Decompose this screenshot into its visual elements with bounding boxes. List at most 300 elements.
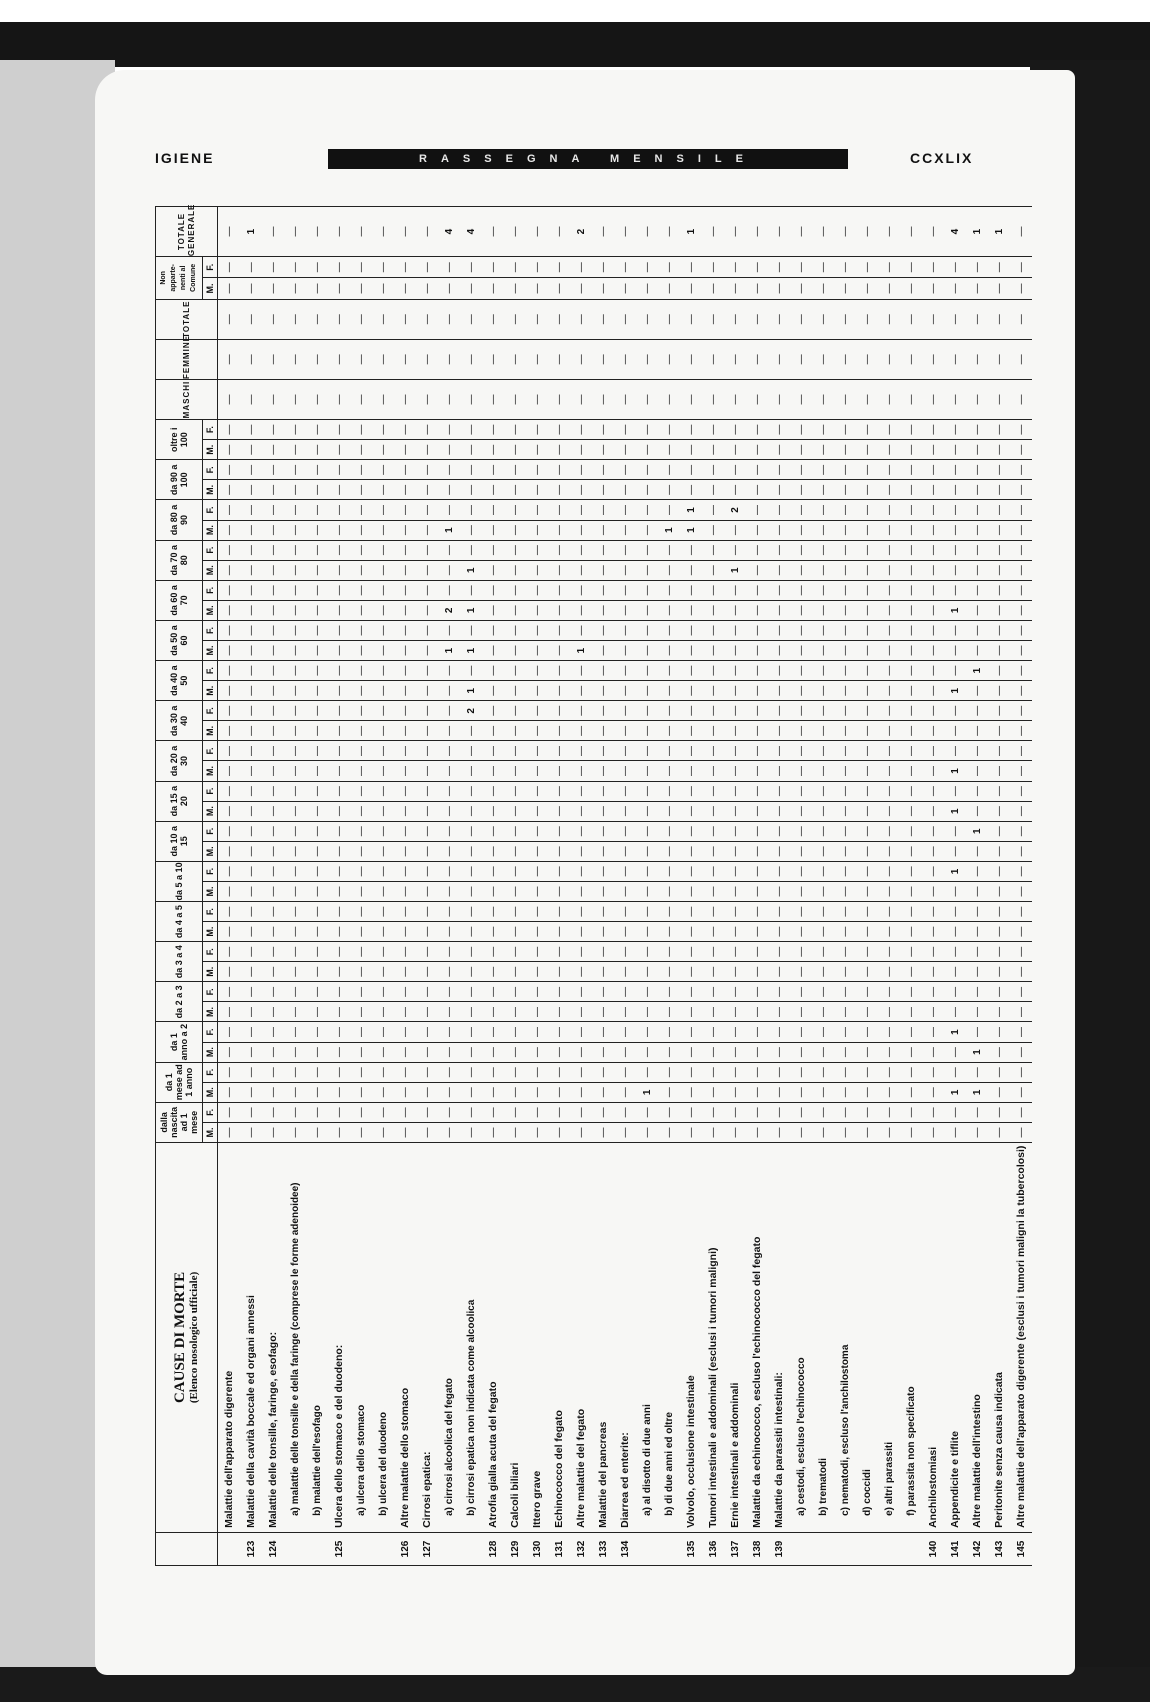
row-value: — [262,500,284,520]
row-value: — [790,500,812,520]
row-value: — [592,299,614,339]
row-value: — [768,339,790,379]
row-value: — [328,701,350,721]
row-value: — [394,1042,416,1062]
row-value: — [350,881,372,901]
row-value: — [350,500,372,520]
row-value: — [350,681,372,701]
row-value: — [922,620,944,640]
row-value: — [482,520,504,540]
row-value: — [724,1082,746,1102]
row-value: — [416,339,438,379]
row-value: — [460,580,482,600]
row-value: — [746,641,768,661]
row-value: — [856,922,878,942]
row-value: — [328,500,350,520]
row-value: — [240,781,262,801]
row-value: — [944,721,966,741]
row-value: — [988,741,1010,761]
row-value: — [284,580,306,600]
row-value: — [1010,701,1032,721]
row-value: — [262,781,284,801]
header-cause-column [156,1142,218,1532]
row-value: — [1010,1122,1032,1142]
row-value: — [284,741,306,761]
row-value: — [702,741,724,761]
row-value: — [658,600,680,620]
table-row [988,207,1010,1566]
row-value: — [614,821,636,841]
row-value: — [394,701,416,721]
row-value: — [790,480,812,500]
row-value: — [548,1022,570,1042]
row-value: — [812,861,834,881]
row-value: — [350,841,372,861]
row-value: — [966,721,988,741]
row-value: — [438,821,460,841]
row-value: — [240,1102,262,1122]
row-value: — [636,440,658,460]
row-value: 1 [944,681,966,701]
row-value: — [834,982,856,1002]
row-value: — [526,520,548,540]
row-value: — [372,440,394,460]
row-value: — [218,1002,241,1022]
row-value: — [328,620,350,640]
row-value: — [218,701,241,721]
row-value: — [834,741,856,761]
row-cause: Echinococco del fegato [548,1142,570,1532]
row-value: — [768,661,790,681]
row-value: — [570,942,592,962]
row-value: — [1010,379,1032,419]
row-value: — [460,480,482,500]
row-value: — [504,1082,526,1102]
row-value: — [482,841,504,861]
row-value: — [900,942,922,962]
table-row [966,207,988,1566]
row-value: — [592,207,614,257]
row-value: — [812,520,834,540]
row-cause: Malattie da parassiti intestinali: [768,1142,790,1532]
row-value: — [548,600,570,620]
row-value: — [218,1022,241,1042]
row-value: 1 [680,207,702,257]
row-value: — [988,641,1010,661]
header-sex-m: M. [203,681,218,701]
row-value: — [372,257,394,278]
row-value: — [526,821,548,841]
row-value: — [746,207,768,257]
row-value: — [746,257,768,278]
row-value: — [592,661,614,681]
row-value: — [438,962,460,982]
row-value: — [988,982,1010,1002]
row-value: — [284,379,306,419]
table-row [680,207,702,1566]
table-row [768,207,790,1566]
row-value: — [526,861,548,881]
row-value: — [878,922,900,942]
row-value: — [966,902,988,922]
row-value: — [350,982,372,1002]
row-value: — [350,1042,372,1062]
row-value: — [746,540,768,560]
row-value: — [834,339,856,379]
row-value: — [834,781,856,801]
row-value: — [614,500,636,520]
row-value: — [504,701,526,721]
row-value: — [218,801,241,821]
row-value: — [746,1102,768,1122]
row-value: — [944,420,966,440]
row-value: — [328,600,350,620]
row-value: — [394,681,416,701]
header-sex-m: M. [203,1002,218,1022]
row-number [878,1532,900,1565]
header-sex-f: F. [203,1062,218,1082]
row-value: — [218,620,241,640]
row-value: — [482,881,504,901]
row-value: — [592,278,614,299]
row-number [460,1532,482,1565]
row-value: — [834,1122,856,1142]
row-value: — [768,620,790,640]
row-value: — [658,741,680,761]
row-value: — [592,761,614,781]
row-value: — [570,821,592,841]
row-value: 1 [460,681,482,701]
row-value: — [570,1102,592,1122]
row-value: — [548,1002,570,1022]
row-cause: Calcoli biliari [504,1142,526,1532]
row-value: — [218,520,241,540]
row-value: — [812,420,834,440]
row-value: — [394,339,416,379]
row-value: — [790,962,812,982]
row-value: 1 [438,520,460,540]
row-value: — [284,721,306,741]
row-value: — [900,257,922,278]
row-value: — [856,1002,878,1022]
row-value: — [812,1122,834,1142]
row-value: — [262,841,284,861]
row-value: — [1010,721,1032,741]
row-value: — [570,500,592,520]
row-value: — [856,962,878,982]
row-value: — [636,821,658,841]
table-row [482,207,504,1566]
row-value: — [680,881,702,901]
row-value: — [284,861,306,881]
row-value: — [922,781,944,801]
row-value: — [724,257,746,278]
row-cause: b) trematodi [812,1142,834,1532]
row-value: — [262,1042,284,1062]
row-value: — [592,922,614,942]
row-value: — [878,721,900,741]
row-value: — [328,922,350,942]
row-value: 2 [438,600,460,620]
row-value: — [284,1082,306,1102]
row-value: — [988,942,1010,962]
row-value: — [460,922,482,942]
row-value: — [394,721,416,741]
row-value: — [878,1062,900,1082]
row-value: — [548,761,570,781]
row-value: — [328,379,350,419]
row-value: — [702,821,724,841]
row-value: — [966,420,988,440]
row-value: — [328,942,350,962]
row-value: — [262,801,284,821]
row-value: — [482,962,504,982]
row-value: — [1010,600,1032,620]
row-value: — [526,761,548,781]
row-value: — [240,741,262,761]
table-row [614,207,636,1566]
row-cause: Diarrea ed enterite: [614,1142,636,1532]
row-number [284,1532,306,1565]
row-value: — [306,420,328,440]
row-value: — [240,299,262,339]
row-value: — [680,1082,702,1102]
row-value: — [372,1002,394,1022]
row-value: — [548,540,570,560]
row-value: 1 [240,207,262,257]
masthead-banner: RASSEGNA MENSILE [328,149,848,169]
row-value: — [878,299,900,339]
row-value: — [284,620,306,640]
header-sex-m: M. [203,600,218,620]
row-value: — [262,942,284,962]
row-value: — [614,841,636,861]
row-value: — [768,861,790,881]
row-value: — [526,580,548,600]
row-value: — [416,460,438,480]
row-value: — [812,942,834,962]
row-value: — [394,207,416,257]
row-value: — [416,861,438,881]
row-value: — [372,620,394,640]
row-value: — [658,257,680,278]
row-value: — [988,1122,1010,1142]
row-value: — [570,861,592,881]
row-value: — [438,1002,460,1022]
row-value: — [812,801,834,821]
row-value: — [768,440,790,460]
row-value: — [372,841,394,861]
row-value: — [482,861,504,881]
row-value: — [284,500,306,520]
row-value: — [658,661,680,681]
row-value: — [944,841,966,861]
row-value: — [724,801,746,821]
row-value: — [636,681,658,701]
row-value: — [262,460,284,480]
row-value: 1 [966,1082,988,1102]
row-value: — [614,560,636,580]
row-value: — [834,207,856,257]
table-row [240,207,262,1566]
row-value: — [350,641,372,661]
row-value: — [306,721,328,741]
row-value: — [262,1082,284,1102]
row-value: — [240,821,262,841]
row-value: — [350,1062,372,1082]
row-value: — [372,821,394,841]
row-value: — [394,1082,416,1102]
row-value: — [636,339,658,379]
row-value: — [460,1062,482,1082]
header-sex-m: M. [203,1082,218,1102]
row-number [658,1532,680,1565]
row-value: — [240,420,262,440]
row-value: — [482,460,504,480]
row-value: — [548,1042,570,1062]
row-value: — [394,257,416,278]
row-value: — [856,580,878,600]
row-value: — [284,1062,306,1082]
row-value: — [988,339,1010,379]
row-value: — [966,1102,988,1122]
row-value: — [438,1122,460,1142]
row-value: — [240,257,262,278]
row-value: — [416,1082,438,1102]
row-value: — [746,1122,768,1142]
row-value: — [834,299,856,339]
row-value: — [812,299,834,339]
row-value: — [944,1102,966,1122]
row-value: — [614,761,636,781]
row-number: 123 [240,1532,262,1565]
row-value: 1 [570,641,592,661]
row-value: — [856,278,878,299]
row-value: — [768,1082,790,1102]
row-value: — [328,1042,350,1062]
row-value: — [790,1102,812,1122]
row-value: — [834,257,856,278]
row-value: — [746,620,768,640]
row-value: — [350,721,372,741]
row-value: — [724,1002,746,1022]
row-value: — [284,440,306,460]
row-value: — [548,942,570,962]
row-value: — [460,440,482,460]
row-value: — [1010,861,1032,881]
row-value: — [372,520,394,540]
row-value: — [966,801,988,821]
row-value: — [218,881,241,901]
row-value: — [878,821,900,841]
row-value: — [746,861,768,881]
row-value: — [878,741,900,761]
row-value: — [658,1122,680,1142]
row-value: — [592,1042,614,1062]
row-value: — [416,257,438,278]
row-value: — [526,902,548,922]
row-value: — [658,641,680,661]
row-value: — [702,942,724,962]
row-value: — [526,440,548,460]
row-value: — [394,841,416,861]
row-value: — [856,982,878,1002]
row-value: — [900,902,922,922]
row-value: — [856,741,878,761]
row-value: — [306,881,328,901]
row-value: — [812,207,834,257]
row-value: — [636,881,658,901]
row-value: — [944,1002,966,1022]
row-value: — [526,962,548,982]
row-value: — [592,781,614,801]
row-cause: d) coccidi [856,1142,878,1532]
row-value: — [372,460,394,480]
header-sex-m: M. [203,801,218,821]
row-value: — [570,299,592,339]
row-value: — [350,420,372,440]
row-value: — [548,1122,570,1142]
row-value: — [812,580,834,600]
row-value: — [328,540,350,560]
row-value: — [218,721,241,741]
table-row [416,207,438,1566]
row-value: — [284,520,306,540]
row-value: — [570,1022,592,1042]
row-value: — [416,661,438,681]
row-value: — [328,278,350,299]
row-value: — [724,600,746,620]
row-value: — [966,1062,988,1082]
row-value: — [306,1042,328,1062]
row-value: — [1010,962,1032,982]
row-cause: a) cestodi, escluso l'echinococco [790,1142,812,1532]
row-value: — [306,922,328,942]
row-value: — [592,379,614,419]
row-value: — [746,1062,768,1082]
row-value: — [548,460,570,480]
row-value: — [834,580,856,600]
row-value: — [922,962,944,982]
row-value: — [658,379,680,419]
row-value: — [966,641,988,661]
row-value: — [944,257,966,278]
row-value: — [306,902,328,922]
row-value: — [482,440,504,460]
row-value: — [570,781,592,801]
row-value: — [702,721,724,741]
row-value: — [768,922,790,942]
row-value: — [702,600,724,620]
row-value: — [878,701,900,721]
row-value: — [394,1102,416,1122]
row-value: — [680,801,702,821]
row-value: — [636,257,658,278]
row-value: — [878,1102,900,1122]
row-value: — [790,982,812,1002]
row-value: — [878,801,900,821]
row-value: — [416,721,438,741]
row-value: — [592,841,614,861]
row-value: — [482,1102,504,1122]
row-value: — [350,540,372,560]
row-value: — [834,440,856,460]
row-value: — [394,962,416,982]
row-value: — [262,257,284,278]
row-value: — [834,701,856,721]
header-sex-f: F. [203,661,218,681]
row-value: — [218,379,241,419]
